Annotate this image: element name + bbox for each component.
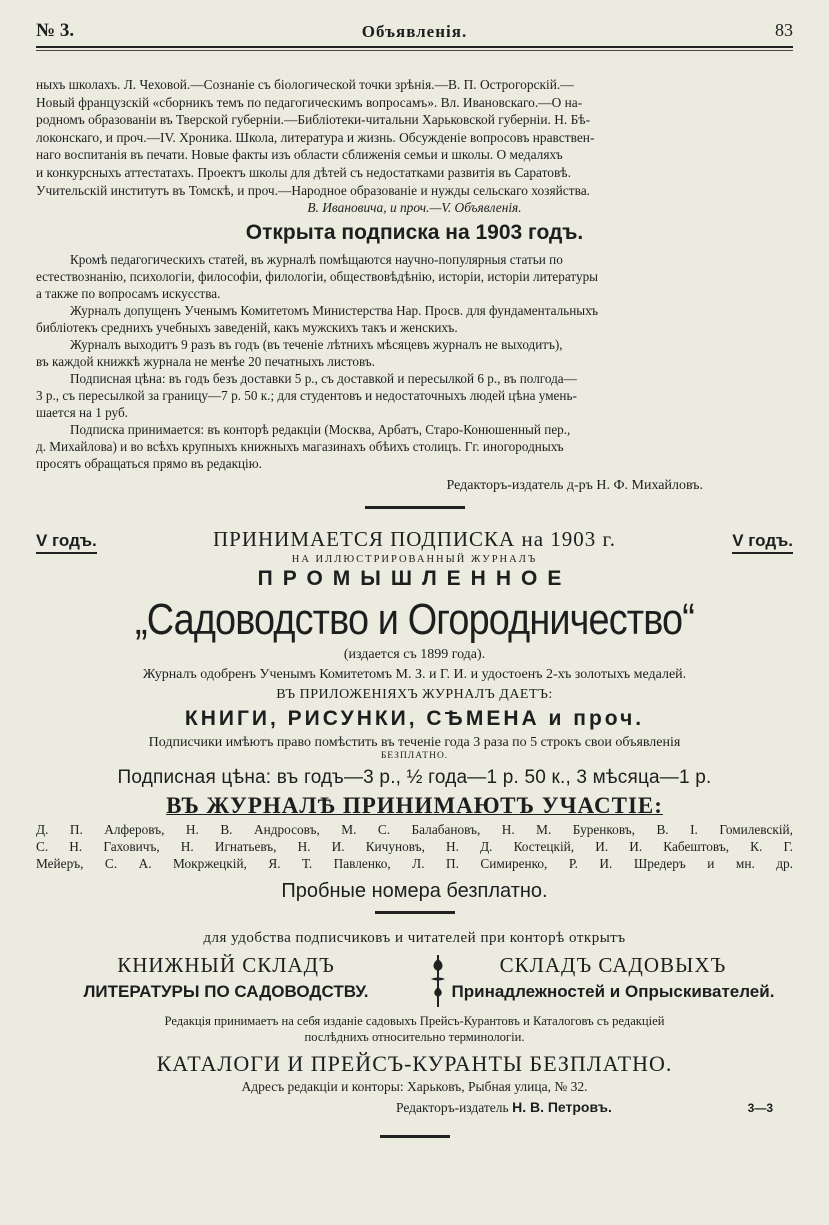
issue-number: № 3. [36,20,75,41]
contents-line: Новый французскій «сборникъ темъ по педагогическимъ вопросамъ». Вл. Ивановскаго.—О на- [36,94,583,110]
ad-subheading: НА ИЛЛЮСТРИРОВАННЫЙ ЖУРНАЛЪ [291,553,538,565]
contents-line: ныхъ школахъ. Л. Чеховой.—Сознаніе съ біологической точки зрѣнія.—В. П. Острогорскій.— [36,77,574,92]
publishing-line: Редакція принимаетъ на себя изданіе садовыхъ Прейсъ-Курантовъ и Каталоговъ съ редакціей [164,1013,665,1028]
divider [380,1135,450,1138]
ad-heading: ПРИНИМАЕТСЯ ПОДПИСКА на 1903 г. [212,526,617,551]
warehouses [36,953,793,1009]
journal-description [36,251,793,472]
rights-free: БЕЗПЛАТНО. [380,750,449,761]
approval-line: Журналъ одобренъ Ученымъ Комитетомъ М. З. и Г. И. и удостоенъ 2-хъ золотыхъ медалей. [142,666,687,682]
contents-line: родномъ образованіи въ Тверской губерніи.—Библіотеки-читальни Харьковской губерніи. Н. Бѣ- [36,112,591,128]
journal-title: „Садоводство и Огородничество“ [135,594,694,644]
header-rule-thin [36,50,793,51]
body-line: а также по вопросамъ искусства. [36,285,221,301]
section-title: Объявленія. [361,22,468,41]
supplements-line: ВЪ ПРИЛОЖЕНІЯХЪ ЖУРНАЛЪ ДАЕТЪ: [276,686,553,702]
gardening-advertisement [36,527,793,1138]
convenience-line: для удобства подписчиковъ и читателей при конторѣ открытъ [203,929,626,946]
issue-count: 3—3 [747,1100,773,1115]
body-line: въ каждой книжкѣ журнала не менѣе 20 печатныхъ листовъ. [36,353,375,369]
contents-line: и конкурсныхъ аттестатахъ. Проектъ школы для дѣтей съ недостатками развитія въ Саратовѣ. [36,164,571,180]
price-line: шается на 1 руб. [36,404,128,420]
book-warehouse-subtitle: ЛИТЕРАТУРЫ ПО САДОВОДСТВУ. [83,981,369,1001]
garden-warehouse-title: СКЛАДЪ САДОВЫХЪ [499,952,727,977]
book-warehouse [56,953,396,1002]
editor-name: Н. В. Петровъ. [512,1098,612,1115]
body-line: Подписка принимается: въ конторѣ редакціи (Москва, Арбатъ, Старо-Конюшенный пер., [70,421,571,437]
divider [375,911,455,914]
editor-signature: Редакторъ-издатель д-ръ Н. Ф. Михайловъ. [446,477,703,493]
year-tag-left: V годъ. [36,531,97,554]
price-line: Подписная цѣна: въ годъ безъ доставки 5 р., съ доставкой и пересылкой 6 р., въ полгода— [70,370,577,386]
address-line: Адресъ редакціи и конторы: Харьковъ, Рыбная улица, № 32. [241,1078,588,1094]
body-line: д. Михайлова) и во всѣхъ крупныхъ книжныхъ магазинахъ обѣихъ столицъ. Гг. иногородныхъ [36,438,564,454]
page-number: 83 [775,20,793,40]
price-line: 3 р., съ пересылкой за границу—7 р. 50 к.; для студентовъ и недостаточныхъ людей цѣна умень- [36,387,577,403]
subscription-heading: Открыта подписка на 1903 годъ. [245,220,584,244]
body-line: Кромѣ педагогическихъ статей, въ журналѣ помѣщаются научно-популярныя статьи по [70,251,563,267]
publishing-note [36,1013,793,1045]
free-samples: Пробные номера безплатно. [281,879,548,902]
divider [365,506,465,509]
participants-line: Мейеръ, С. А. Мокржецкій, Я. Т. Павленко, Л. П. Симиренко, Р. И. Шредеръ и мн. др. [36,855,793,871]
garden-warehouse [433,953,793,1002]
page-header [36,0,793,46]
participants-list [36,821,793,872]
participants-heading: ВЪ ЖУРНАЛѢ ПРИНИМАЮТЪ УЧАСТІЕ: [166,792,663,818]
publishing-line: послѣднихъ относительно терминологіи. [304,1029,525,1044]
body-line: Журналъ допущенъ Ученымъ Комитетомъ Министерства Нар. Просв. для фундаментальныхъ [70,302,599,318]
body-line: Журналъ выходитъ 9 разъ въ годъ (въ теченіе лѣтнихъ мѣсяцевъ журналъ не выходитъ), [70,336,563,352]
catalogs-line: КАТАЛОГИ И ПРЕЙСЪ-КУРАНТЫ БЕЗПЛАТНО. [156,1050,673,1076]
book-warehouse-title: КНИЖНЫЙ СКЛАДЪ [117,952,335,977]
editor-label: Редакторъ-издатель [396,1099,509,1115]
contents-line: Учительскій институтъ въ Томскѣ, и проч.—Народное образованіе и нужды сельскаго хозяйства. [36,182,591,198]
ad-word: ПРОМЫШЛЕННОЕ [257,566,572,590]
contents-line: наго воспитанія въ печати. Новые факты изъ области сближенія семьи и школы. О медаляхъ [36,147,563,163]
ad2-editor [36,1099,793,1121]
participants-line: Д. П. Алферовъ, Н. В. Андросовъ, М. С. Балабановъ, Н. М. Буренковъ, В. І. Гомилевскій, [36,821,793,837]
since-line: (издается съ 1899 года). [343,646,486,662]
contents-line: локонскаго, и проч.—IV. Хроника. Школа, литература и жизнь. Обсужденіе вопросовъ нравствен- [36,129,595,145]
garden-warehouse-subtitle: Принадлежностей и Опрыскивателей. [451,981,775,1001]
books-line: КНИГИ, РИСУНКИ, СѢМЕНА и проч. [184,706,645,730]
journal-contents [36,76,793,217]
body-line: библіотекъ среднихъ учебныхъ заведеній, какъ мужскихъ такъ и женскихъ. [36,319,458,335]
price-line: Подписная цѣна: въ годъ—3 р., ½ года—1 р. 50 к., 3 мѣсяца—1 р. [117,766,712,788]
body-line: просятъ обращаться прямо въ редакцію. [36,455,262,471]
body-line: естествознанію, психологіи, философіи, филологіи, обществовѣдѣнію, исторіи, исторіи литературы [36,268,599,284]
contents-line: В. Ивановича, и проч.—V. Объявленія. [307,200,522,216]
year-tag-right: V годъ. [732,531,793,554]
participants-line: С. Н. Гаховичъ, Н. Игнатьевъ, Н. И. Кичуновъ, Н. Д. Костецкій, И. И. Кабештовъ, К. Г. [36,838,793,854]
header-rule [36,46,793,48]
rights-line: Подписчики имѣютъ право помѣстить въ теченіе года 3 раза по 5 строкъ свои объявленія [148,734,681,750]
editor-line [396,1099,612,1116]
